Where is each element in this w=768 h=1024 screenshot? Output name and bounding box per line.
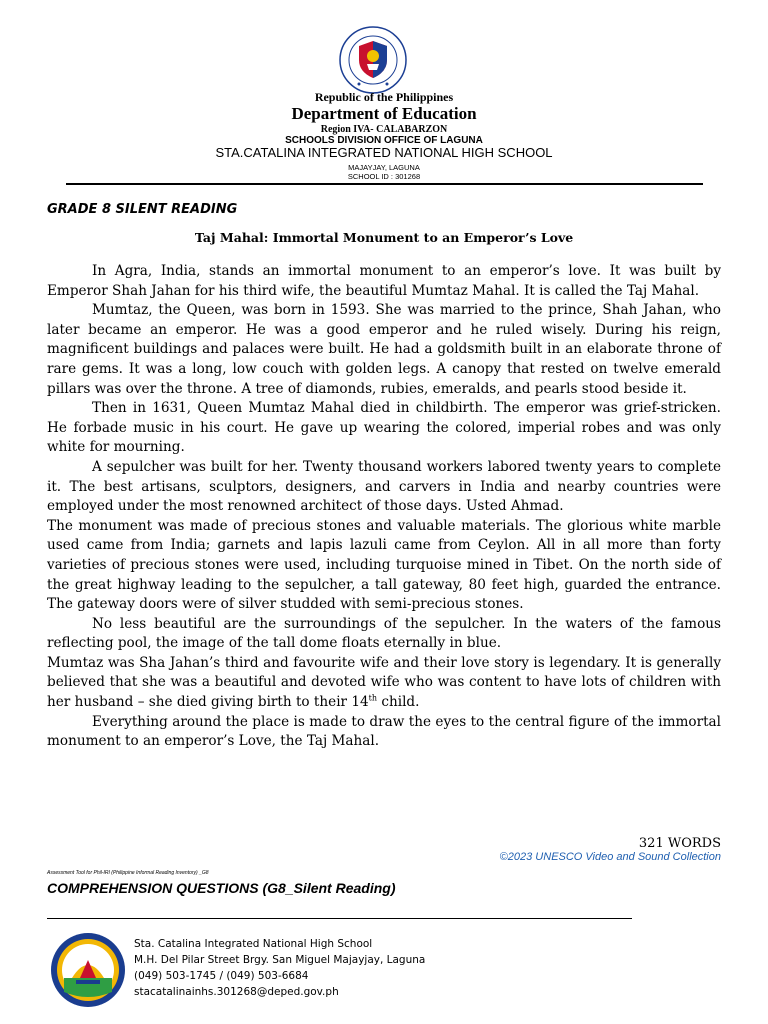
assessment-note: Assessment Tool for Phil-IRI (Philippine Informal Reading Inventory) _G8: [47, 870, 209, 876]
school-id: SCHOOL ID : 301268: [347, 172, 421, 179]
paragraph-text: Mumtaz was Sha Jahan’s third and favourite wife and their love story is legendary. It is generally believed that she was a beautiful and devoted wife who was content to have lots of children with her husband – she died giving birth to their 14: [47, 654, 721, 711]
division-line: SCHOOLS DIVISION OFFICE OF LAGUNA: [285, 135, 483, 146]
footer-divider: [47, 918, 632, 919]
paragraph: No less beautiful are the surroundings of the sepulcher. In the waters of the famous reflecting pool, the image of the tall dome floats eternally in blue.: [47, 615, 721, 652]
footer-school-name: Sta. Catalina Integrated National High School: [134, 938, 373, 950]
school-contact: [134, 936, 425, 1000]
department-name: Department of Education: [291, 104, 477, 123]
footer-phone: (049) 503-1745 / (049) 503-6684: [134, 970, 309, 982]
footer-email: stacatalinainhs.301268@deped.gov.ph: [134, 986, 339, 998]
paragraph: A sepulcher was built for her. Twenty thousand workers labored twenty years to complete it. The best artisans, sculptors, designers, and carvers in India and nearby countries were employed under the most renowned architect of those days. Usted Ahmad.: [47, 458, 721, 515]
source-credit: ©2023 UNESCO Video and Sound Collection: [499, 851, 721, 863]
region-line: Region IVA- CALABARZON: [320, 124, 448, 135]
paragraph: Everything around the place is made to draw the eyes to the central figure of the immortal monument to an emperor’s Love, the Taj Mahal.: [47, 713, 721, 750]
paragraph: Mumtaz, the Queen, was born in 1593. She was married to the prince, Shah Jahan, who later became an emperor. He was a good emperor and he ruled wisely. During his reign, magnificent buildings and palaces were built. He had a goldsmith built in an elaborate throne of rare gems. It was a long, low couch with golden legs. A canopy that rested on twelve emerald pillars was over the throne. A tree of diamonds, rubies, emeralds, and pearls stood beside it.: [47, 302, 721, 397]
school-location: MAJAYJAY, LAGUNA: [348, 163, 420, 172]
comprehension-heading: COMPREHENSION QUESTIONS (G8_Silent Reading): [47, 880, 396, 896]
paragraph: The monument was made of precious stones and valuable materials. The glorious white marble used came from India; garnets and lapis lazuli came from Ceylon. All in all more than forty varieties of precious stones were used, including turquoise mined in Tibet. On the north side of the great highway leading to the sepulcher, a tall gateway, 80 feet high, guarded the entrance. The gateway doors were of silver studded with semi-precious stones.: [47, 517, 721, 613]
grade-heading: GRADE 8 SILENT READING: [47, 202, 238, 217]
footer-address: M.H. Del Pilar Street Brgy. San Miguel Majayjay, Laguna: [134, 954, 426, 966]
paragraph: Then in 1631, Queen Mumtaz Mahal died in childbirth. The emperor was grief-stricken. He forbade music in his court. He gave up wearing the colored, imperial robes and was only white for mourning.: [47, 400, 721, 456]
school-seal-icon: [50, 932, 126, 1008]
word-count: 321 WORDS: [638, 836, 721, 851]
deped-seal-icon: [339, 26, 407, 94]
paragraph-tail: child.: [377, 694, 420, 711]
paragraph: [47, 654, 721, 713]
ordinal-superscript: th: [368, 693, 378, 703]
republic-line: Republic of the Philippines: [314, 90, 454, 104]
story-title: Taj Mahal: Immortal Monument to an Emperor’s Love: [194, 230, 574, 245]
header-divider: [66, 183, 703, 185]
school-name: STA.CATALINA INTEGRATED NATIONAL HIGH SCHOOL: [215, 145, 553, 160]
story-body: [47, 262, 721, 752]
paragraph: In Agra, India, stands an immortal monument to an emperor’s love. It was built by Emperor Shah Jahan for his third wife, the beautiful Mumtaz Mahal. It is called the Taj Mahal.: [47, 263, 721, 299]
